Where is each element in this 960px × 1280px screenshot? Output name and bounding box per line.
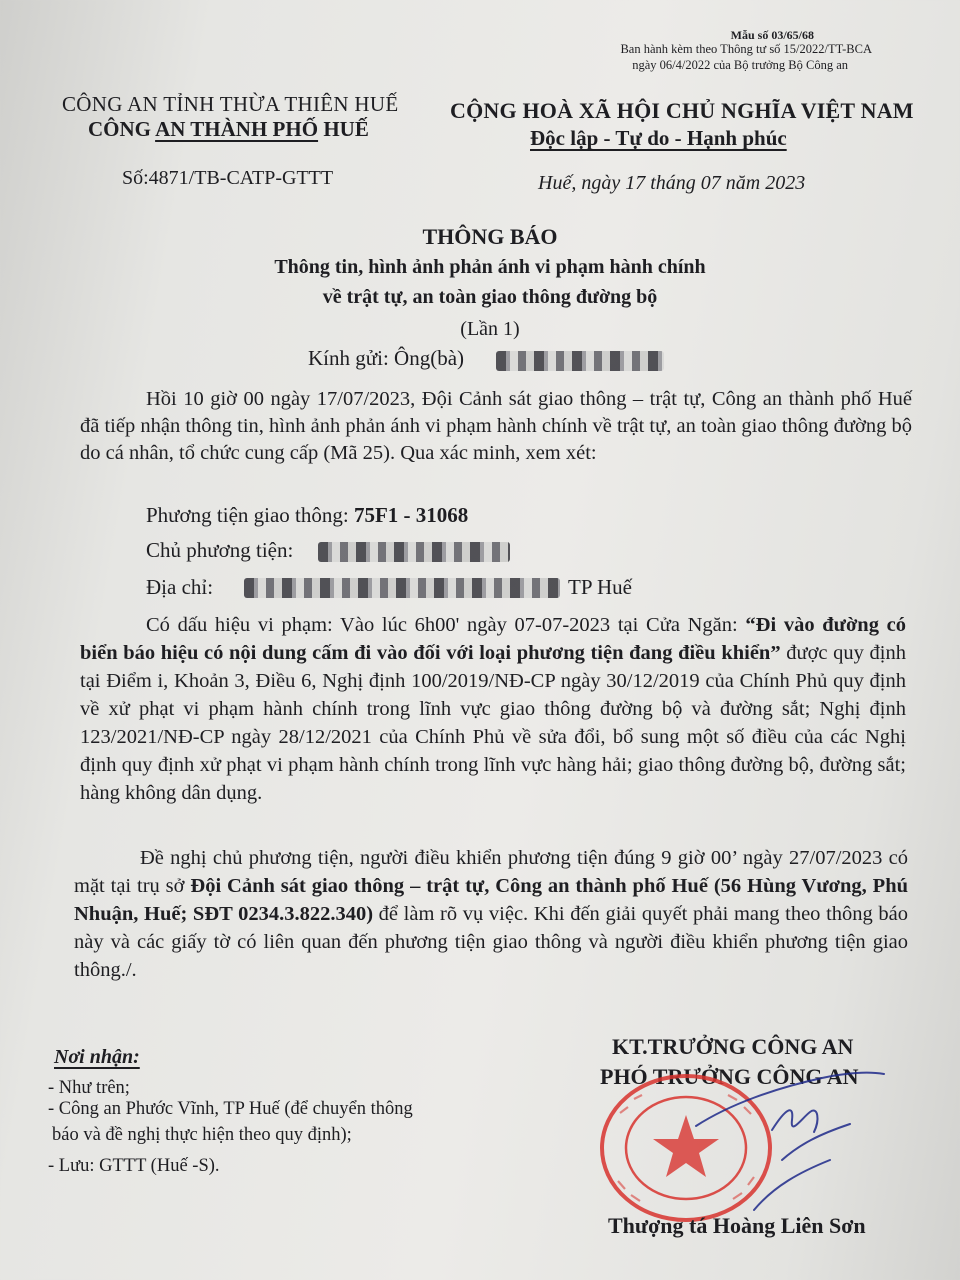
recipient-item: - Công an Phước Vĩnh, TP Huế (để chuyển thông bbox=[48, 1099, 413, 1119]
signature-title-2: PHÓ TRƯỞNG CÔNG AN bbox=[600, 1064, 859, 1089]
body-paragraph-1: Hồi 10 giờ 00 ngày 17/07/2023, Đội Cảnh sát giao thông – trật tự, Công an thành phố Huế đã tiếp nhận thông tin, hình ảnh phản ánh vi phạm hành chính về trật tự, an toàn giao thông đường bộ do cá nhân, tổ chức cung cấp (Mã 25). Qua xác minh, xem xét: bbox=[80, 388, 912, 464]
date-line: Huế, ngày 17 tháng 07 năm 2023 bbox=[538, 172, 806, 194]
recipients-title: Nơi nhận: bbox=[54, 1046, 140, 1068]
org-name-part: HUẾ bbox=[318, 117, 369, 141]
body-paragraph-2 bbox=[80, 611, 906, 807]
body-paragraph-3 bbox=[74, 844, 908, 984]
org-name-underlined: AN THÀNH PHỐ bbox=[155, 117, 319, 141]
form-issued-date: ngày 06/4/2022 của Bộ trưởng Bộ Công an bbox=[632, 58, 848, 72]
document-subtitle-2: về trật tự, an toàn giao thông đường bộ bbox=[322, 286, 658, 308]
recipient-item: - Lưu: GTTT (Huế -S). bbox=[48, 1156, 220, 1176]
violation-legal-basis: được quy định tại Điểm i, Khoản 3, Điều 6, Nghị định 100/2019/NĐ-CP ngày 30/12/2019 của Chính Phủ quy định về xử phạt vi phạm hành chính trong lĩnh vực giao thông đường bộ và đường sắt; Nghị định 123/2021/NĐ-CP ngày 28/12/2021 của Chính Phủ về sửa đổi, bổ sung một số điều của các Nghị định quy định xử phạt vi phạm hành chính trong lĩnh vực hàng hải; giao thông đường bộ, đường sắt; hàng không dân dụng. bbox=[80, 642, 906, 804]
republic-heading: CỘNG HOÀ XÃ HỘI CHỦ NGHĨA VIỆT NAM bbox=[450, 98, 914, 123]
document-title: THÔNG BÁO bbox=[422, 224, 558, 249]
recipient-item: - Như trên; bbox=[48, 1078, 130, 1098]
recipient-item: báo và đề nghị thực hiện theo quy định); bbox=[52, 1125, 352, 1145]
form-number: Mẫu số 03/65/68 bbox=[730, 28, 814, 42]
vehicle-plate: 75F1 - 31068 bbox=[353, 503, 469, 527]
office-address: Đội Cảnh sát giao thông – trật tự, Công an thành phố Huế (56 Hùng Vương, Phú Nhuận, Huế; SĐT 0234.3.822.340) bbox=[74, 875, 909, 925]
redacted-name bbox=[496, 351, 664, 371]
address-city: TP Huế bbox=[568, 575, 632, 599]
violation-description: “Đi vào đường có biển báo hiệu có nội dung cấm đi vào đối với loại phương tiện đang điều khiển” bbox=[80, 614, 906, 664]
addressee-line: Kính gửi: Ông(bà) bbox=[308, 346, 465, 370]
redacted-address bbox=[244, 578, 560, 598]
signature-title-1: KT.TRƯỞNG CÔNG AN bbox=[612, 1034, 854, 1059]
handwritten-signature-icon bbox=[690, 1060, 890, 1230]
redacted-owner bbox=[318, 542, 510, 562]
org-name-part: CÔNG bbox=[88, 117, 156, 141]
request-intro: Đề nghị chủ phương tiện, người điều khiển phương tiện đúng 9 giờ 00’ ngày 27/07/2023 có mặt tại trụ sở bbox=[74, 847, 908, 897]
national-motto: Độc lập - Tự do - Hạnh phúc bbox=[530, 126, 787, 150]
form-issued-with: Ban hành kèm theo Thông tư số 15/2022/TT-BCA bbox=[620, 42, 872, 56]
org-parent: CÔNG AN TỈNH THỪA THIÊN HUẾ bbox=[62, 92, 399, 116]
document-subtitle-1: Thông tin, hình ảnh phản ánh vi phạm hành chính bbox=[274, 256, 706, 278]
document-number: Số:4871/TB-CATP-GTTT bbox=[122, 167, 334, 189]
request-details: để làm rõ vụ việc. Khi đến giải quyết phải mang theo thông báo này và các giấy tờ có liên quan đến phương tiện giao thông và người điều khiển phương tiện giao thông./. bbox=[74, 903, 908, 981]
owner-label: Chủ phương tiện: bbox=[146, 538, 294, 562]
violation-intro: Có dấu hiệu vi phạm: Vào lúc 6h00' ngày 07-07-2023 tại Cửa Ngăn: bbox=[146, 614, 746, 636]
vehicle-line bbox=[146, 503, 468, 528]
vehicle-label: Phương tiện giao thông: bbox=[146, 503, 354, 527]
org-name bbox=[88, 117, 369, 142]
signer-name: Thượng tá Hoàng Liên Sơn bbox=[608, 1213, 866, 1238]
address-label: Địa chỉ: bbox=[146, 575, 214, 599]
notice-attempt: (Lần 1) bbox=[460, 318, 520, 340]
